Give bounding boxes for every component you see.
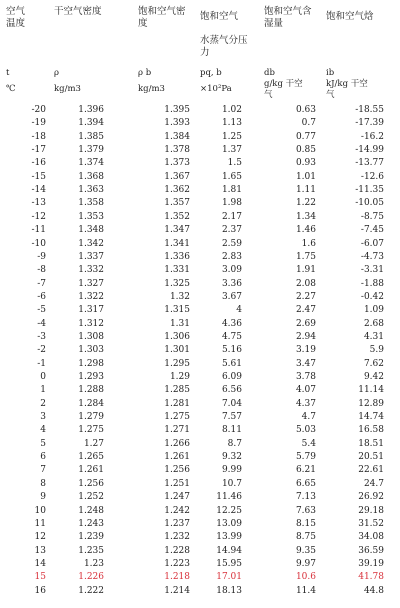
- cell-saturated-density: 1.362: [164, 185, 190, 195]
- cell-moisture-content: 2.27: [295, 292, 316, 302]
- cell-temperature: -19: [31, 118, 46, 128]
- cell-dry-air-density: 1.23: [83, 559, 104, 569]
- cell-enthalpy: 12.89: [358, 399, 384, 409]
- cell-temperature: 3: [40, 412, 46, 422]
- cell-dry-air-density: 1.394: [78, 118, 104, 128]
- unit-vapor-pressure: ×10²Pa: [200, 84, 232, 94]
- cell-enthalpy: 20.51: [358, 452, 384, 462]
- cell-dry-air-density: 1.222: [78, 586, 104, 596]
- cell-vapor-pressure: 7.04: [221, 399, 242, 409]
- cell-saturated-density: 1.247: [164, 492, 190, 502]
- cell-enthalpy: 5.9: [369, 345, 384, 355]
- cell-temperature: 14: [34, 559, 46, 569]
- cell-enthalpy: -10.05: [355, 198, 384, 208]
- cell-vapor-pressure: 9.99: [221, 465, 242, 475]
- cell-moisture-content: 5.4: [301, 439, 316, 449]
- cell-saturated-density: 1.266: [164, 439, 190, 449]
- cell-dry-air-density: 1.317: [78, 305, 104, 315]
- cell-saturated-density: 1.242: [164, 506, 190, 516]
- cell-dry-air-density: 1.248: [78, 506, 104, 516]
- cell-saturated-density: 1.325: [164, 279, 190, 289]
- cell-temperature: -7: [37, 279, 46, 289]
- cell-moisture-content: 1.11: [295, 185, 316, 195]
- cell-saturated-density: 1.232: [164, 532, 190, 542]
- cell-vapor-pressure: 1.02: [221, 105, 242, 115]
- cell-temperature: -1: [37, 359, 46, 369]
- header-moisture-content: 饱和空气含 湿量: [264, 6, 312, 29]
- cell-saturated-density: 1.315: [164, 305, 190, 315]
- cell-enthalpy: 2.68: [363, 319, 384, 329]
- cell-moisture-content: 1.01: [295, 172, 316, 182]
- cell-temperature: -20: [31, 105, 46, 115]
- cell-vapor-pressure: 1.81: [221, 185, 242, 195]
- cell-dry-air-density: 1.337: [78, 252, 104, 262]
- cell-dry-air-density: 1.308: [78, 332, 104, 342]
- cell-vapor-pressure: 1.13: [221, 118, 242, 128]
- cell-temperature: -2: [37, 345, 46, 355]
- cell-moisture-content: 9.97: [295, 559, 316, 569]
- cell-enthalpy: 9.42: [363, 372, 384, 382]
- cell-saturated-density: 1.31: [169, 319, 190, 329]
- cell-moisture-content: 1.75: [295, 252, 316, 262]
- cell-vapor-pressure: 2.37: [221, 225, 242, 235]
- symbol-saturated-density: ρ b: [138, 68, 152, 78]
- cell-moisture-content: 1.46: [295, 225, 316, 235]
- cell-moisture-content: 5.03: [295, 425, 316, 435]
- header-saturated-air-density: 饱和空气密 度: [138, 6, 186, 29]
- cell-saturated-density: 1.393: [164, 118, 190, 128]
- unit-temperature: ℃: [6, 84, 16, 94]
- cell-dry-air-density: 1.279: [78, 412, 104, 422]
- cell-saturated-density: 1.223: [164, 559, 190, 569]
- cell-enthalpy: -6.07: [360, 239, 384, 249]
- cell-temperature: -15: [31, 172, 46, 182]
- cell-dry-air-density: 1.256: [78, 479, 104, 489]
- cell-enthalpy: 11.14: [358, 385, 384, 395]
- cell-enthalpy: 39.19: [358, 559, 384, 569]
- cell-enthalpy: 29.18: [358, 506, 384, 516]
- cell-saturated-density: 1.341: [164, 239, 190, 249]
- cell-saturated-density: 1.32: [169, 292, 190, 302]
- cell-saturated-density: 1.384: [164, 132, 190, 142]
- cell-vapor-pressure: 1.25: [221, 132, 242, 142]
- cell-vapor-pressure: 9.32: [221, 452, 242, 462]
- cell-vapor-pressure: 2.17: [221, 212, 242, 222]
- cell-temperature: -14: [31, 185, 46, 195]
- cell-vapor-pressure: 12.25: [216, 506, 242, 516]
- cell-moisture-content: 4.07: [295, 385, 316, 395]
- cell-dry-air-density: 1.261: [78, 465, 104, 475]
- cell-vapor-pressure: 6.56: [221, 385, 242, 395]
- cell-moisture-content: 2.69: [295, 319, 316, 329]
- cell-temperature: 10: [34, 506, 46, 516]
- cell-moisture-content: 9.35: [295, 546, 316, 556]
- cell-dry-air-density: 1.226: [78, 572, 104, 582]
- cell-enthalpy: -12.6: [360, 172, 384, 182]
- cell-temperature: -18: [31, 132, 46, 142]
- cell-enthalpy: -3.31: [360, 265, 384, 275]
- cell-temperature: -16: [31, 158, 46, 168]
- cell-dry-air-density: 1.284: [78, 399, 104, 409]
- cell-vapor-pressure: 5.16: [221, 345, 242, 355]
- cell-temperature: 8: [40, 479, 46, 489]
- cell-saturated-density: 1.261: [164, 452, 190, 462]
- cell-enthalpy: 18.51: [358, 439, 384, 449]
- cell-vapor-pressure: 1.98: [221, 198, 242, 208]
- cell-saturated-density: 1.275: [164, 412, 190, 422]
- cell-enthalpy: 1.09: [363, 305, 384, 315]
- cell-dry-air-density: 1.303: [78, 345, 104, 355]
- cell-dry-air-density: 1.385: [78, 132, 104, 142]
- cell-vapor-pressure: 14.94: [216, 546, 242, 556]
- cell-temperature: -11: [31, 225, 46, 235]
- cell-moisture-content: 3.47: [295, 359, 316, 369]
- cell-moisture-content: 0.93: [295, 158, 316, 168]
- cell-moisture-content: 1.34: [295, 212, 316, 222]
- cell-moisture-content: 6.21: [295, 465, 316, 475]
- cell-dry-air-density: 1.27: [83, 439, 104, 449]
- cell-dry-air-density: 1.312: [78, 319, 104, 329]
- cell-dry-air-density: 1.368: [78, 172, 104, 182]
- symbol-enthalpy: ib: [326, 68, 335, 78]
- cell-saturated-density: 1.29: [169, 372, 190, 382]
- cell-saturated-density: 1.295: [164, 359, 190, 369]
- cell-enthalpy: 26.92: [358, 492, 384, 502]
- cell-temperature: -3: [37, 332, 46, 342]
- cell-dry-air-density: 1.363: [78, 185, 104, 195]
- cell-dry-air-density: 1.275: [78, 425, 104, 435]
- cell-vapor-pressure: 2.83: [221, 252, 242, 262]
- cell-temperature: 16: [34, 586, 46, 596]
- cell-dry-air-density: 1.348: [78, 225, 104, 235]
- cell-temperature: 11: [34, 519, 46, 529]
- unit-saturated-density: kg/m3: [138, 84, 165, 94]
- cell-vapor-pressure: 8.7: [227, 439, 242, 449]
- cell-dry-air-density: 1.293: [78, 372, 104, 382]
- cell-saturated-density: 1.347: [164, 225, 190, 235]
- cell-dry-air-density: 1.358: [78, 198, 104, 208]
- cell-temperature: -6: [37, 292, 46, 302]
- unit-dry-air-density: kg/m3: [54, 84, 81, 94]
- cell-saturated-density: 1.367: [164, 172, 190, 182]
- cell-temperature: 5: [40, 439, 46, 449]
- cell-saturated-density: 1.336: [164, 252, 190, 262]
- cell-vapor-pressure: 1.37: [221, 145, 242, 155]
- cell-saturated-density: 1.214: [164, 586, 190, 596]
- cell-moisture-content: 5.79: [295, 452, 316, 462]
- cell-vapor-pressure: 8.11: [221, 425, 242, 435]
- cell-enthalpy: 14.74: [358, 412, 384, 422]
- cell-moisture-content: 0.63: [295, 105, 316, 115]
- cell-enthalpy: 24.7: [363, 479, 384, 489]
- cell-vapor-pressure: 4.36: [221, 319, 242, 329]
- cell-enthalpy: 16.58: [358, 425, 384, 435]
- cell-temperature: -13: [31, 198, 46, 208]
- cell-enthalpy: -4.73: [360, 252, 384, 262]
- symbol-temperature: t: [6, 68, 10, 78]
- cell-temperature: 13: [34, 546, 46, 556]
- cell-temperature: -4: [37, 319, 46, 329]
- cell-moisture-content: 0.85: [295, 145, 316, 155]
- cell-vapor-pressure: 7.57: [221, 412, 242, 422]
- cell-temperature: -9: [37, 252, 46, 262]
- cell-vapor-pressure: 13.09: [216, 519, 242, 529]
- cell-moisture-content: 2.94: [295, 332, 316, 342]
- cell-dry-air-density: 1.396: [78, 105, 104, 115]
- cell-saturated-density: 1.306: [164, 332, 190, 342]
- cell-vapor-pressure: 1.5: [227, 158, 242, 168]
- cell-moisture-content: 6.65: [295, 479, 316, 489]
- cell-temperature: 6: [40, 452, 46, 462]
- cell-dry-air-density: 1.374: [78, 158, 104, 168]
- symbol-moisture-content: db: [264, 68, 275, 78]
- unit-moisture-content: g/kg 干空 气: [264, 79, 303, 100]
- cell-dry-air-density: 1.288: [78, 385, 104, 395]
- cell-moisture-content: 10.6: [295, 572, 316, 582]
- cell-vapor-pressure: 2.59: [221, 239, 242, 249]
- cell-saturated-density: 1.281: [164, 399, 190, 409]
- cell-dry-air-density: 1.243: [78, 519, 104, 529]
- header-vapor-pressure: 饱和空气 水蒸气分压 力: [200, 11, 248, 58]
- cell-enthalpy: 36.59: [358, 546, 384, 556]
- unit-enthalpy: kJ/kg 干空 气: [326, 79, 368, 100]
- cell-enthalpy: 22.61: [358, 465, 384, 475]
- cell-enthalpy: -13.77: [355, 158, 384, 168]
- cell-vapor-pressure: 1.65: [221, 172, 242, 182]
- cell-moisture-content: 3.19: [295, 345, 316, 355]
- cell-enthalpy: -16.2: [360, 132, 384, 142]
- cell-temperature: 7: [40, 465, 46, 475]
- cell-dry-air-density: 1.235: [78, 546, 104, 556]
- cell-enthalpy: -17.39: [355, 118, 384, 128]
- cell-enthalpy: 4.31: [363, 332, 384, 342]
- cell-enthalpy: -14.99: [355, 145, 384, 155]
- cell-saturated-density: 1.357: [164, 198, 190, 208]
- cell-temperature: 1: [40, 385, 46, 395]
- cell-saturated-density: 1.251: [164, 479, 190, 489]
- header-enthalpy: 饱和空气焓: [326, 11, 374, 22]
- cell-saturated-density: 1.352: [164, 212, 190, 222]
- cell-vapor-pressure: 13.99: [216, 532, 242, 542]
- cell-saturated-density: 1.228: [164, 546, 190, 556]
- cell-moisture-content: 3.78: [295, 372, 316, 382]
- cell-saturated-density: 1.285: [164, 385, 190, 395]
- cell-enthalpy: 7.62: [363, 359, 384, 369]
- cell-dry-air-density: 1.332: [78, 265, 104, 275]
- cell-moisture-content: 8.75: [295, 532, 316, 542]
- cell-saturated-density: 1.218: [164, 572, 190, 582]
- cell-vapor-pressure: 3.36: [221, 279, 242, 289]
- cell-dry-air-density: 1.298: [78, 359, 104, 369]
- cell-temperature: 15: [34, 572, 46, 582]
- cell-moisture-content: 1.91: [295, 265, 316, 275]
- cell-dry-air-density: 1.379: [78, 145, 104, 155]
- cell-moisture-content: 4.37: [295, 399, 316, 409]
- cell-enthalpy: -11.35: [355, 185, 384, 195]
- cell-temperature: 12: [34, 532, 46, 542]
- symbol-dry-air-density: ρ: [54, 68, 59, 78]
- cell-saturated-density: 1.331: [164, 265, 190, 275]
- cell-vapor-pressure: 17.01: [216, 572, 242, 582]
- cell-dry-air-density: 1.265: [78, 452, 104, 462]
- cell-temperature: 9: [40, 492, 46, 502]
- cell-saturated-density: 1.237: [164, 519, 190, 529]
- cell-dry-air-density: 1.353: [78, 212, 104, 222]
- cell-moisture-content: 2.08: [295, 279, 316, 289]
- cell-vapor-pressure: 18.13: [216, 586, 242, 596]
- cell-moisture-content: 0.77: [295, 132, 316, 142]
- cell-vapor-pressure: 10.7: [221, 479, 242, 489]
- cell-vapor-pressure: 3.67: [221, 292, 242, 302]
- header-temperature: 空气 温度: [6, 6, 26, 29]
- cell-saturated-density: 1.373: [164, 158, 190, 168]
- cell-vapor-pressure: 3.09: [221, 265, 242, 275]
- cell-temperature: -17: [31, 145, 46, 155]
- cell-moisture-content: 0.7: [301, 118, 316, 128]
- cell-saturated-density: 1.395: [164, 105, 190, 115]
- symbol-vapor-pressure: pq, b: [200, 68, 222, 78]
- cell-dry-air-density: 1.252: [78, 492, 104, 502]
- cell-enthalpy: -0.42: [360, 292, 384, 302]
- cell-temperature: -8: [37, 265, 46, 275]
- cell-dry-air-density: 1.342: [78, 239, 104, 249]
- cell-temperature: 4: [40, 425, 46, 435]
- cell-moisture-content: 11.4: [295, 586, 316, 596]
- cell-moisture-content: 7.13: [295, 492, 316, 502]
- cell-enthalpy: 34.08: [358, 532, 384, 542]
- cell-vapor-pressure: 6.09: [221, 372, 242, 382]
- cell-vapor-pressure: 15.95: [216, 559, 242, 569]
- cell-enthalpy: 44.8: [363, 586, 384, 596]
- cell-saturated-density: 1.378: [164, 145, 190, 155]
- cell-saturated-density: 1.301: [164, 345, 190, 355]
- cell-dry-air-density: 1.239: [78, 532, 104, 542]
- cell-moisture-content: 7.63: [295, 506, 316, 516]
- cell-enthalpy: -18.55: [355, 105, 384, 115]
- cell-moisture-content: 1.6: [301, 239, 316, 249]
- cell-enthalpy: -1.88: [360, 279, 384, 289]
- cell-dry-air-density: 1.327: [78, 279, 104, 289]
- cell-saturated-density: 1.256: [164, 465, 190, 475]
- cell-moisture-content: 4.7: [301, 412, 316, 422]
- cell-temperature: 2: [40, 399, 46, 409]
- cell-moisture-content: 2.47: [295, 305, 316, 315]
- cell-vapor-pressure: 5.61: [221, 359, 242, 369]
- cell-enthalpy: 41.78: [358, 572, 384, 582]
- cell-enthalpy: -7.45: [360, 225, 384, 235]
- cell-temperature: 0: [40, 372, 46, 382]
- cell-vapor-pressure: 4: [236, 305, 242, 315]
- cell-enthalpy: 31.52: [358, 519, 384, 529]
- cell-dry-air-density: 1.322: [78, 292, 104, 302]
- cell-moisture-content: 1.22: [295, 198, 316, 208]
- cell-enthalpy: -8.75: [360, 212, 384, 222]
- cell-temperature: -10: [31, 239, 46, 249]
- header-dry-air-density: 干空气密度: [54, 6, 102, 17]
- cell-temperature: -5: [37, 305, 46, 315]
- cell-saturated-density: 1.271: [164, 425, 190, 435]
- cell-moisture-content: 8.15: [295, 519, 316, 529]
- cell-vapor-pressure: 11.46: [216, 492, 242, 502]
- cell-vapor-pressure: 4.75: [221, 332, 242, 342]
- cell-temperature: -12: [31, 212, 46, 222]
